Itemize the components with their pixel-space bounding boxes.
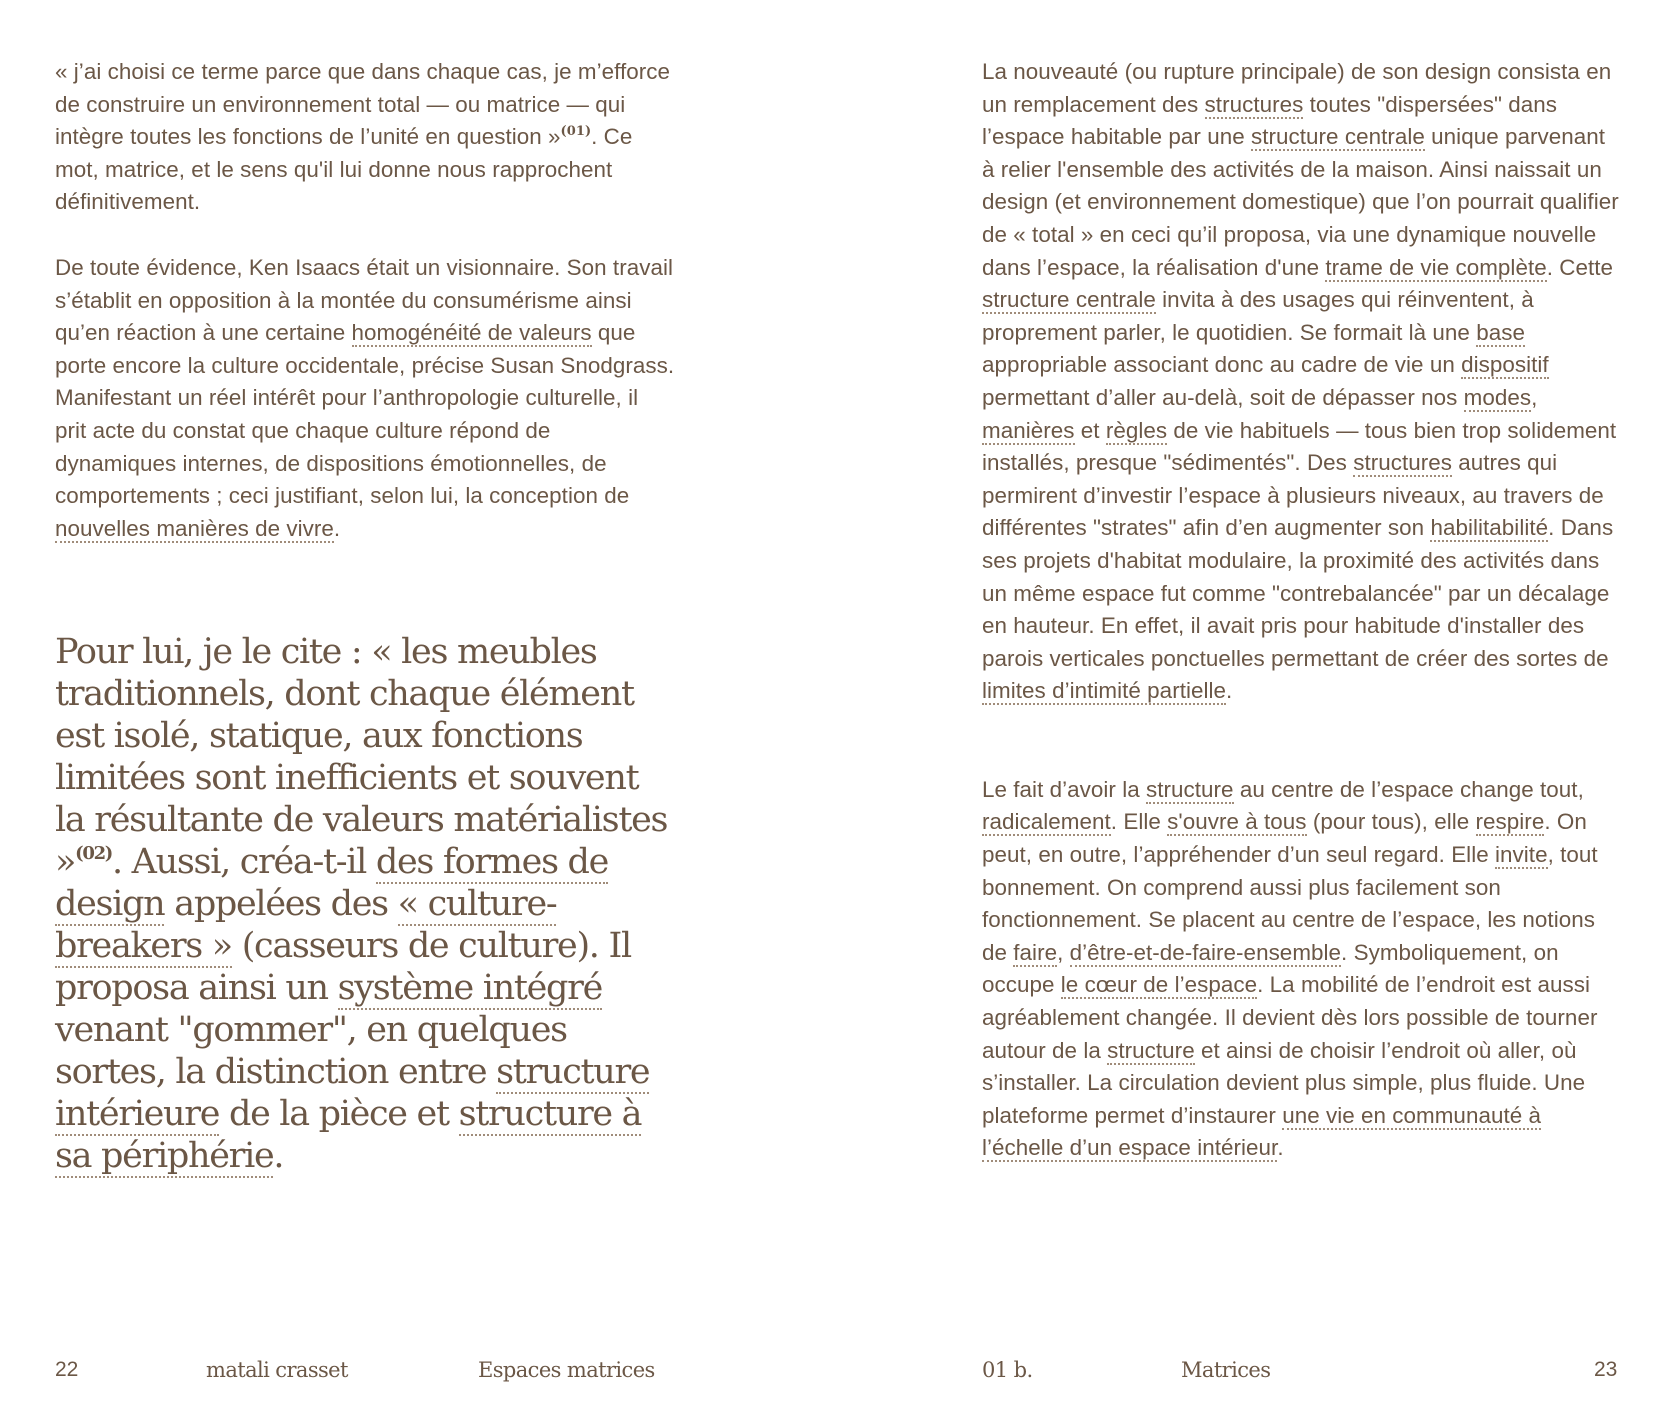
left-paragraph-1: « j’ai choisi ce terme parce que dans chaque cas, je m’efforce de construire un environnement total — ou matrice — qui intègre toutes les fonctions de l’unité en question »$^{(01)}$. Ce mot, matrice, et le sens qu'il lui donne nous rapprochent définitivement. [55, 59, 671, 215]
underlined-term: structure [1146, 776, 1234, 802]
underlined-term: structure centrale [1251, 124, 1425, 150]
underlined-term: structures [1204, 91, 1304, 117]
underlined-term: structure [1107, 1037, 1195, 1063]
underlined-term: système intégré [337, 968, 603, 1009]
underlined-term: structure centrale [982, 287, 1156, 313]
underlined-term: s'ouvre à tous [1167, 809, 1307, 835]
left-page [0, 0, 826, 1417]
pull-quote: Pour lui, je le cite : « les meubles traditionnels, dont chaque élément est isolé, statique, aux fonctions limitées sont inefficients et souvent la résultante de valeurs matérialistes »$^{(02)}$. Aussi, créa-t-il des formes de design appelées des « culture-breakers » (casseurs de culture). Il proposa ainsi un système intégré venant "gommer", en quelques sortes, la distinction entre structure intérieure de la pièce et structure à sa périphérie. [55, 632, 668, 1177]
underlined-term: une vie en communauté à l’échelle d’un espace intérieur [982, 1102, 1541, 1161]
underlined-term: base [1476, 319, 1525, 345]
underlined-term: trame de vie complète [1325, 254, 1547, 280]
underlined-term: d’être-et-de-faire-ensemble [1069, 939, 1342, 965]
left-page-number: 22 [55, 1358, 79, 1381]
right-paragraph-2: Le fait d’avoir la structure au centre de l’espace change tout, radicalement. Elle s'ouvre à tous (pour tous), elle respire. On peut, en outre, l’appréhender d’un seul regard. Elle invite, tout bonnement. On comprend aussi plus facilement son fonctionnement. Se placent au centre de l’espace, les notions de faire, d’être-et-de-faire-ensemble. Symboliquement, on occupe le cœur de l’espace. La mobilité de l’endroit est aussi agréablement changée. Il devient dès lors possible de tourner autour de la structure et ainsi de choisir l’endroit où aller, où s’installer. La circulation devient plus simple, plus fluide. Une plateforme permet d’instaurer une vie en communauté à l’échelle d’un espace intérieur. [982, 776, 1598, 1161]
underlined-term: des formes de design [55, 842, 609, 925]
underlined-term: faire [1013, 939, 1058, 965]
underlined-term: respire [1475, 809, 1545, 835]
footer-chapter-title: Matrices [1181, 1358, 1271, 1382]
left-paragraph-2: De toute évidence, Ken Isaacs était un visionnaire. Son travail s’établit en opposition à la montée du consumérisme ainsi qu’en réaction à une certaine homogénéité de valeurs que porte encore la culture occidentale, précise Susan Snodgrass. Manifestant un réel intérêt pour l’anthropologie culturelle, il prit acte du constat que chaque culture répond de dynamiques internes, de dispositions émotionnelles, de comportements ; ceci justifiant, selon lui, la conception de nouvelles manières de vivre. [55, 254, 675, 541]
underlined-term: dispositif [1461, 352, 1549, 378]
underlined-term: nouvelles manières de vivre [55, 515, 334, 541]
underlined-term: structure à sa périphérie [55, 1094, 642, 1177]
underlined-term: homogénéité de valeurs [351, 320, 592, 346]
underlined-term: règles [1105, 417, 1168, 443]
right-page-number: 23 [1594, 1358, 1618, 1381]
underlined-term: le cœur de l’espace [1060, 972, 1258, 998]
underlined-term: habilitabilité [1430, 515, 1549, 541]
footnote-ref-02: (02) [75, 843, 113, 865]
underlined-term: structures [1353, 450, 1453, 476]
underlined-term: « culture-breakers » [55, 884, 557, 967]
footnote-ref-01: (01) [560, 124, 592, 140]
underlined-term: radicalement [982, 809, 1111, 835]
footer-chapter-number: 01 b. [982, 1358, 1033, 1382]
underlined-term: manières [982, 417, 1075, 443]
footer-author: matali crasset [206, 1358, 348, 1382]
underlined-term: modes [1463, 384, 1532, 410]
right-page [826, 0, 1653, 1417]
underlined-term: invite [1495, 842, 1548, 868]
footer-book-title: Espaces matrices [478, 1358, 655, 1382]
right-text-column [982, 56, 1622, 1165]
left-text-column [55, 56, 675, 1177]
underlined-term: structure intérieure [55, 1052, 650, 1135]
right-paragraph-1: La nouveauté (ou rupture principale) de son design consista en un remplacement des structures toutes "dispersées" dans l’espace habitable par une structure centrale unique parvenant à relier l'ensemble des activités de la maison. Ainsi naissait un design (et environnement domestique) que l’on pourrait qualifier de « total » en ceci qu’il proposa, via une dynamique nouvelle dans l’espace, la réalisation d'une trame de vie complète. Cette structure centrale invita à des usages qui réinventent, à proprement parler, le quotidien. Se formait là une base appropriable associant donc au cadre de vie un dispositif permettant d’aller au-delà, soit de dépasser nos modes, manières et règles de vie habituels — tous bien trop solidement installés, presque "sédimentés". Des structures autres qui permirent d’investir l’espace à plusieurs niveaux, au travers de différentes "strates" afin d’en augmenter son habilitabilité. Dans ses projets d'habitat modulaire, la proximité des activités dans un même espace fut comme "contrebalancée" par un décalage en hauteur. En effet, il avait pris pour habitude d'installer des parois verticales ponctuelles permettant de créer des sortes de limites d’intimité partielle. [982, 59, 1619, 704]
underlined-term: limites d’intimité partielle [982, 678, 1227, 704]
